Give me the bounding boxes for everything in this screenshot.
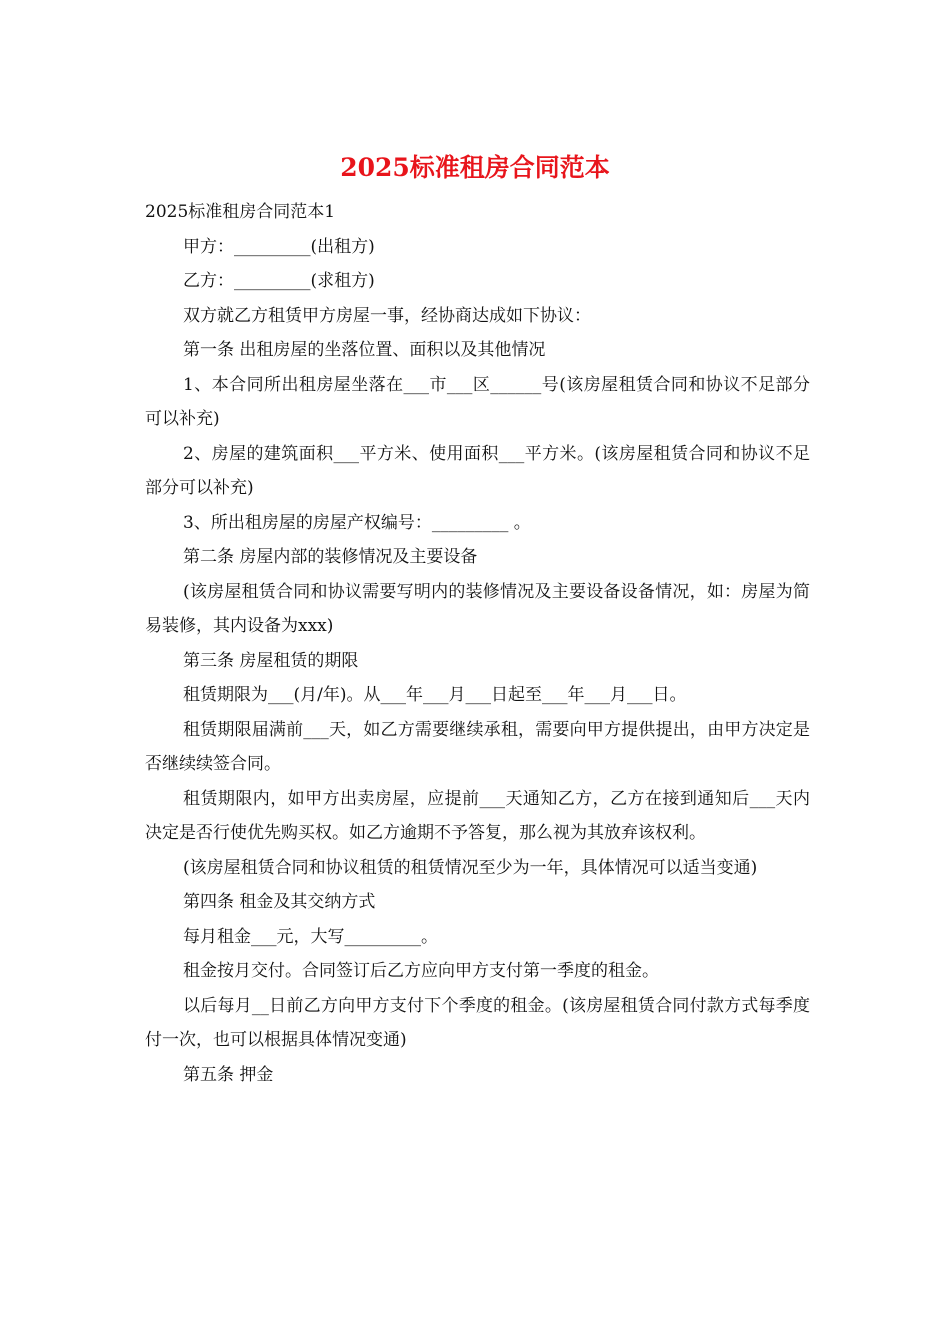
paragraph: 租赁期限为___(月/年)。从___年___月___日起至___年___月___日。 <box>183 685 687 705</box>
paragraph: 2、房屋的建筑面积___平方米、使用面积___平方米。(该房屋租赁合同和协议不足部分可以补充) <box>145 443 810 498</box>
paragraph: 每月租金___元，大写_________。 <box>183 926 438 947</box>
document-body <box>145 195 810 1092</box>
section-heading: 第一条 出租房屋的坐落位置、面积以及其他情况 <box>183 340 546 360</box>
paragraph: 甲方：_________(出租方) <box>183 236 375 257</box>
paragraph: 租金按月交付。合同签订后乙方应向甲方支付第一季度的租金。 <box>183 961 659 981</box>
paragraph: 乙方：_________(求租方) <box>183 271 375 291</box>
paragraph: 3、所出租房屋的房屋产权编号：_________ 。 <box>183 512 531 533</box>
paragraph: 1、本合同所出租房屋坐落在___市___区______号(该房屋租赁合同和协议不足部分可以补充) <box>145 374 810 429</box>
section-heading: 第五条 押金 <box>183 1064 274 1085</box>
document-title: 2025标准租房合同范本 <box>340 153 610 182</box>
paragraph: 2025标准租房合同范本1 <box>145 202 336 222</box>
section-heading: 第四条 租金及其交纳方式 <box>183 892 376 912</box>
paragraph: (该房屋租赁合同和协议需要写明内的装修情况及主要设备设备情况，如：房屋为简易装修，其内设备为xxx) <box>145 581 810 636</box>
section-heading: 第三条 房屋租赁的期限 <box>183 650 359 671</box>
paragraph: 以后每月__日前乙方向甲方支付下个季度的租金。(该房屋租赁合同付款方式每季度付一次，也可以根据具体情况变通) <box>145 995 810 1050</box>
section-heading: 第二条 房屋内部的装修情况及主要设备 <box>183 547 478 567</box>
paragraph: 双方就乙方租赁甲方房屋一事，经协商达成如下协议： <box>183 305 591 326</box>
paragraph: (该房屋租赁合同和协议租赁的租赁情况至少为一年，具体情况可以适当变通) <box>183 857 758 878</box>
paragraph: 租赁期限内，如甲方出卖房屋，应提前___天通知乙方，乙方在接到通知后___天内决定是否行使优先购买权。如乙方逾期不予答复，那么视为其放弃该权利。 <box>145 788 810 843</box>
paragraph: 租赁期限届满前___天，如乙方需要继续承租，需要向甲方提供提出，由甲方决定是否继续续签合同。 <box>145 719 810 774</box>
